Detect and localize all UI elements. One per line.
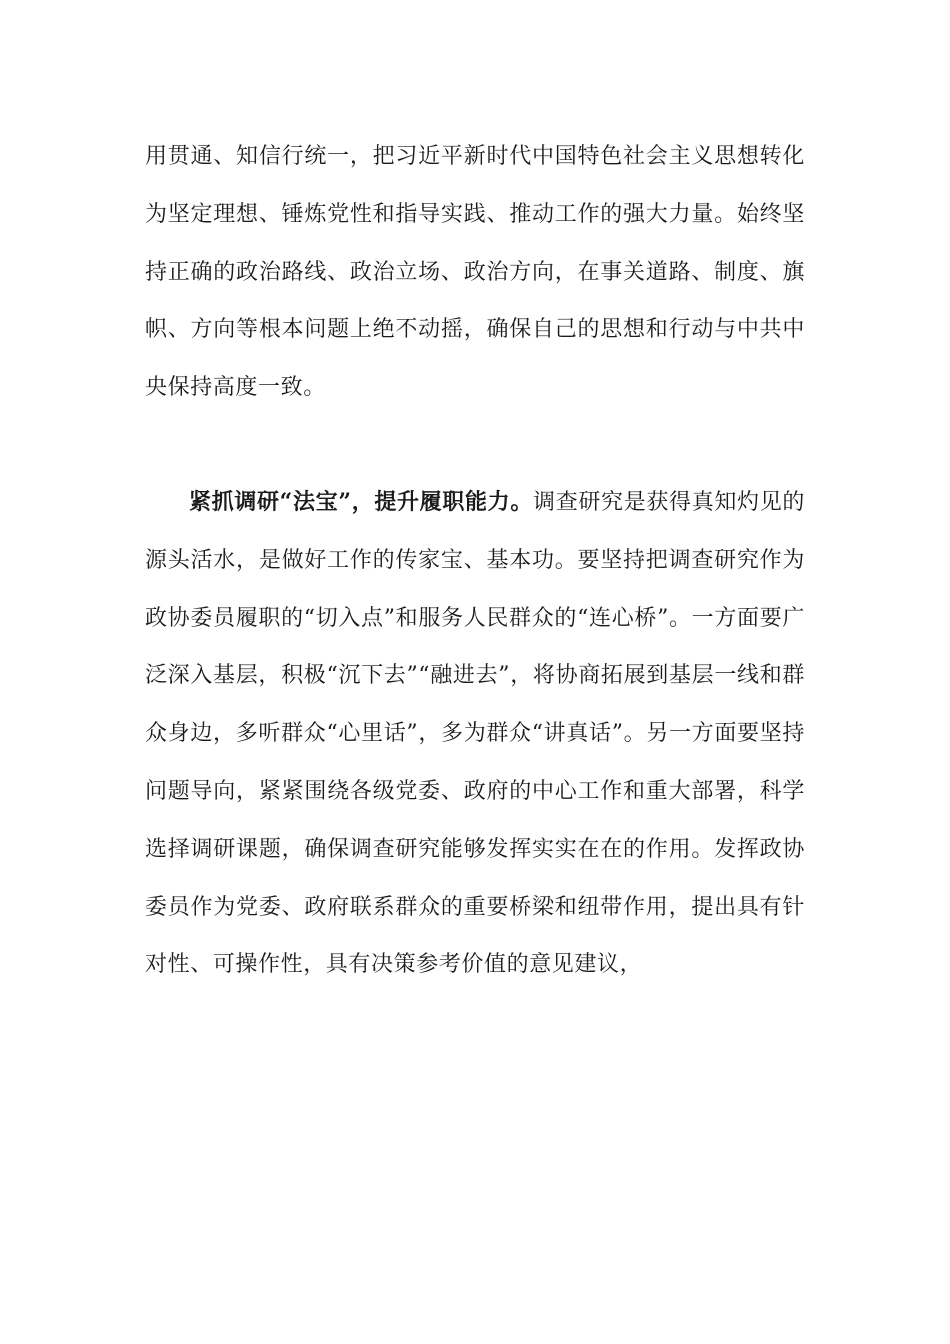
paragraph-continuation — [145, 128, 805, 417]
document-body — [145, 128, 805, 994]
paragraph-text: 调查研究是获得真知灼见的源头活水，是做好工作的传家宝、基本功。要坚持把调查研究作为政协委员履职的“切入点”和服务人民群众的“连心桥”。一方面要广泛深入基层，积极“沉下去”“融进去”，将协商拓展到基层一线和群众身边，多听群众“心里话”，多为群众“讲真话”。另一方面要坚持问题导向，紧紧围绕各级党委、政府的中心工作和重大部署，科学选择调研课题，确保调查研究能够发挥实实在在的作用。发挥政协委员作为党委、政府联系群众的重要桥梁和纽带作用，提出具有针对性、可操作性，具有决策参考价值的意见建议， — [145, 489, 805, 978]
paragraph-text: 用贯通、知信行统一，把习近平新时代中国特色社会主义思想转化为坚定理想、锤炼党性和指导实践、推动工作的强大力量。始终坚持正确的政治路线、政治立场、政治方向，在事关道路、制度、旗帜、方向等根本问题上绝不动摇，确保自己的思想和行动与中共中央保持高度一致。 — [145, 144, 805, 401]
paragraph-research — [145, 474, 805, 994]
paragraph-heading: 紧抓调研“法宝”，提升履职能力。 — [189, 488, 534, 515]
